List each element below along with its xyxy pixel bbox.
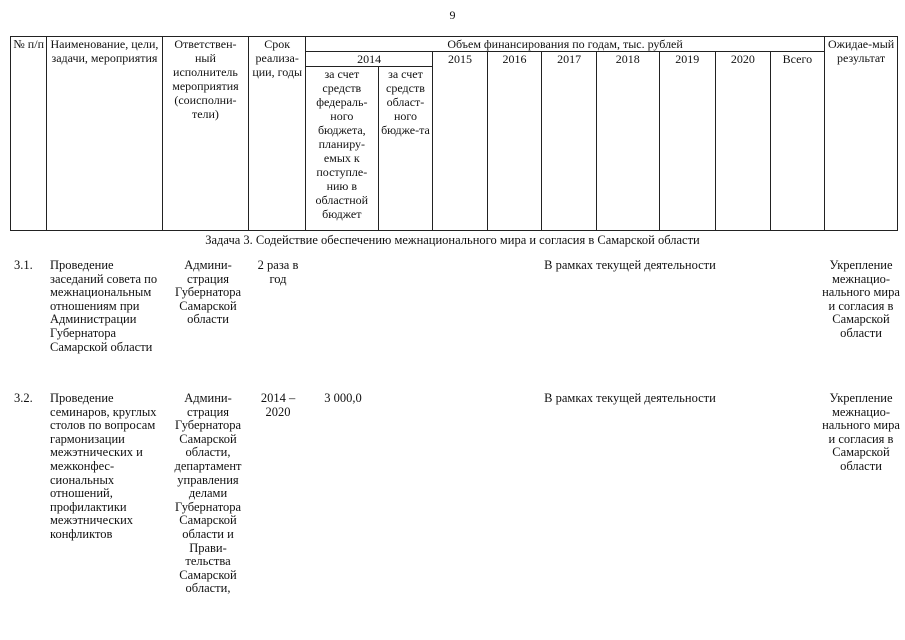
header-total: Всего [770,52,825,231]
header-federal-budget: за счет средств федераль-ного бюджета, планиру-емых к поступле-нию в областной бюджет [305,67,378,231]
header-table [10,36,898,231]
row-term: 2 раза в год [257,258,299,286]
row-term: 2014 – 2020 [260,391,296,419]
row-result: Укрепление межнацио-нального мира и согласия в Самарской области [822,391,900,473]
header-funding: Объем финансирования по годам, тыс. рублей [305,37,824,52]
header-year-2015: 2015 [433,52,488,231]
header-year-2017: 2017 [542,52,597,231]
header-result: Ожидае-мый результат [825,37,898,231]
task-title: Задача 3. Содействие обеспечению межнационального мира и согласия в Самарской области [205,233,700,247]
header-year-2020: 2020 [716,52,771,231]
header-year-2016: 2016 [487,52,542,231]
header-regional-budget: за счет средств област-ного бюдже-та [378,67,433,231]
row-number: 3.1. [14,258,33,272]
row-value-2014: 3 000,0 [324,391,362,405]
row-result: Укрепление межнацио-нального мира и согласия в Самарской области [822,258,900,340]
row-number: 3.2. [14,391,33,405]
row-name: Проведение семинаров, круглых столов по вопросам гармонизации межэтнических и межконфес-сиональных отношений, профилактики межэтнических конфликтов [50,391,157,541]
page-number: 9 [449,8,456,22]
row-name: Проведение заседаний совета по межнациональным отношениям при Администрации Губернатора Самарской области [50,258,158,354]
header-year-2018: 2018 [596,52,659,231]
row-executor: Админи-страция Губернатора Самарской области [174,258,242,327]
row-financing: В рамках текущей деятельности [544,258,716,272]
row-executor: Админи-страция Губернатора Самарской области, департамент управления делами Губернатора Самарской области и Прави-тельства Самарской области, [174,391,242,596]
header-num: № п/п [11,37,47,231]
header-executor: Ответствен-ный исполнитель мероприятия (соисполни-тели) [162,37,249,231]
row-financing: В рамках текущей деятельности [544,391,716,405]
header-name: Наименование, цели, задачи, мероприятия [47,37,162,231]
header-year-2014: 2014 [305,52,432,67]
header-term: Срок реализа-ции, годы [249,37,306,231]
header-year-2019: 2019 [659,52,716,231]
